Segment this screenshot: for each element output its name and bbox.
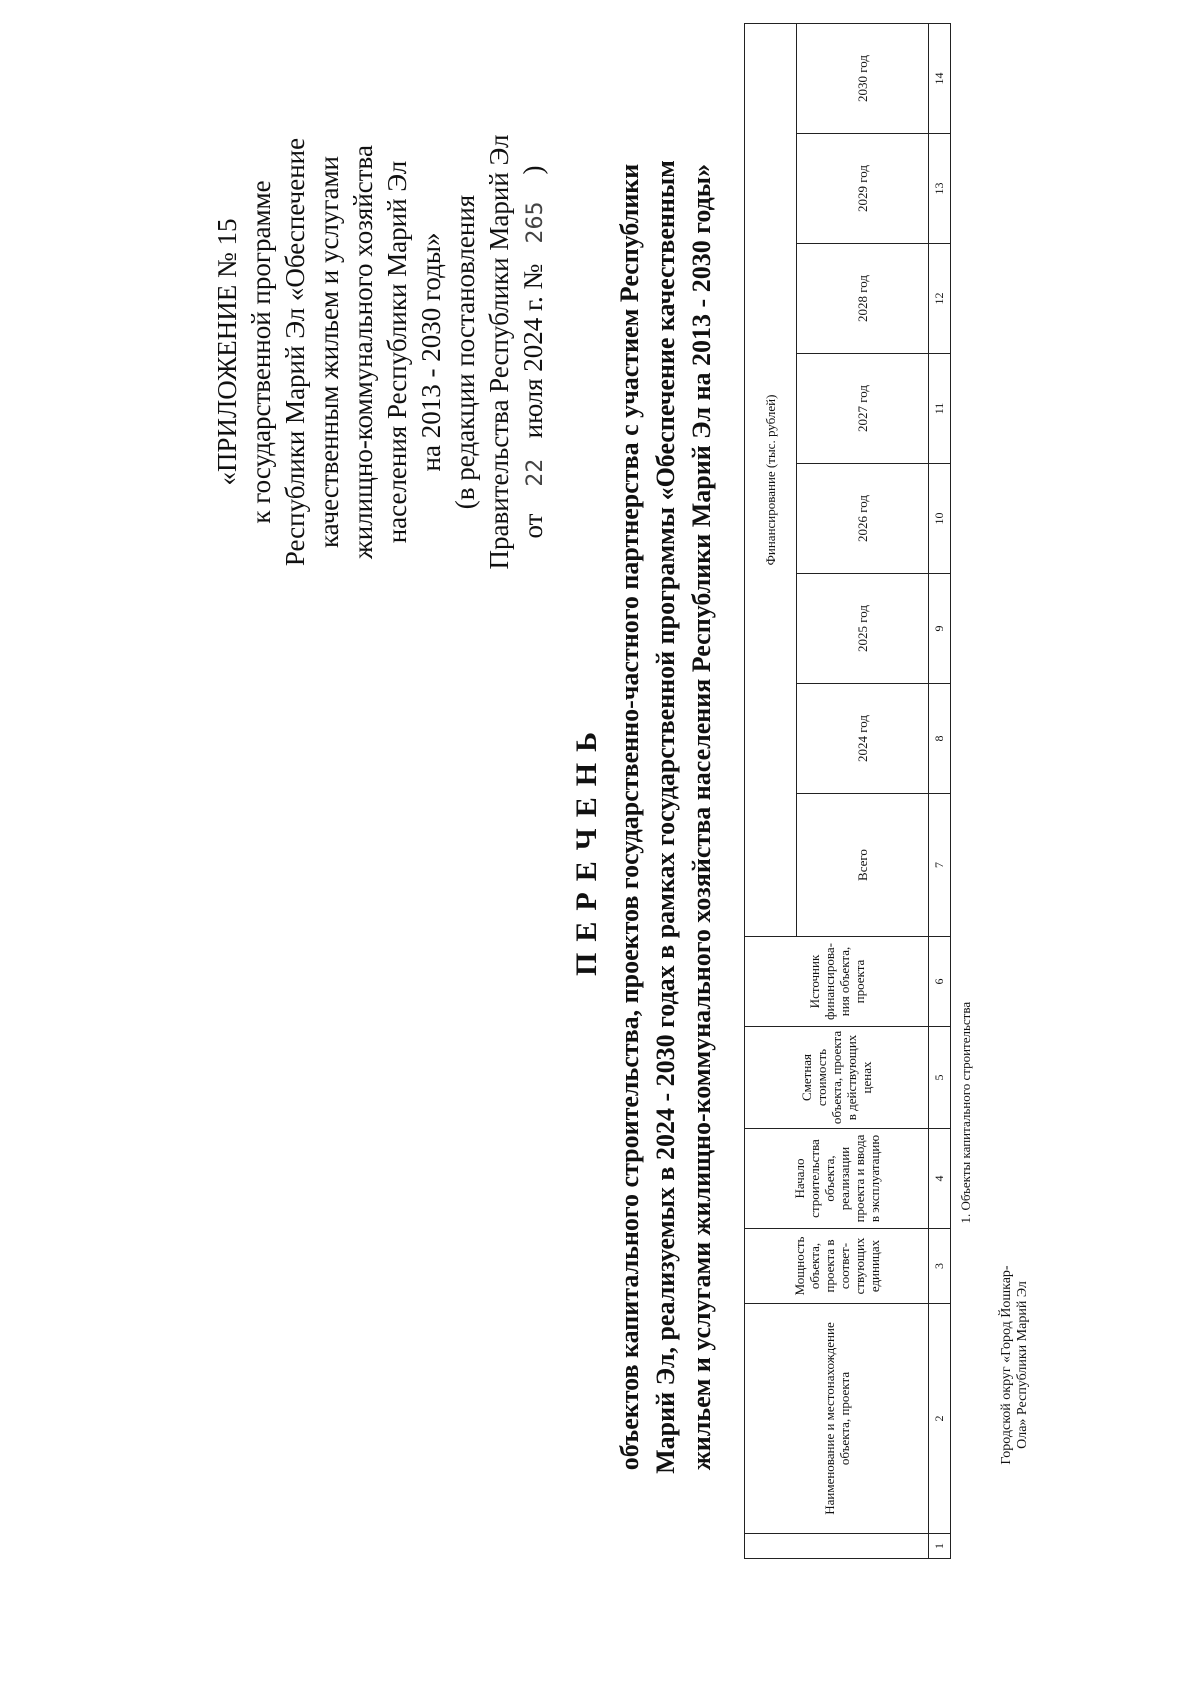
header-start: Начало строительства объекта, реализации проекта и ввода в эксплуатацию bbox=[745, 1129, 929, 1229]
resolution-date-line bbox=[516, 112, 553, 592]
date-prefix: от bbox=[518, 513, 548, 539]
document-subtitle bbox=[612, 117, 720, 1517]
header-financing: Финансирование (тыс. рублей) bbox=[745, 23, 797, 936]
appendix-line: на 2013 - 2030 годы» bbox=[416, 232, 446, 472]
header-source: Источник финансирова-ния объекта, проекта bbox=[745, 937, 929, 1027]
section-title: 1. Объекты капитального строительства bbox=[957, 1001, 973, 1224]
subtitle-line: объектов капитального строительства, проектов государственно-частного партнерства с участием Республики bbox=[615, 163, 644, 1471]
appendix-block bbox=[210, 112, 553, 592]
subtitle-line: жильем и услугами жилищно-коммунального хозяйства населения Республики Марий Эл на 2013 - 2030 годы» bbox=[687, 163, 716, 1471]
appendix-line: жилищно-коммунального хозяйства bbox=[348, 145, 378, 559]
resolution-number: 265 bbox=[523, 201, 548, 244]
column-number: 6 bbox=[929, 937, 951, 1027]
document-title: ПЕРЕЧЕНЬ bbox=[570, 721, 603, 976]
section-row bbox=[951, 23, 980, 1558]
appendix-line: населения Республики Марий Эл bbox=[382, 160, 412, 544]
date-rest: июля 2024 г. № bbox=[518, 263, 548, 439]
header-total: Всего bbox=[797, 794, 929, 937]
appendix-line: «ПРИЛОЖЕНИЕ № 15 bbox=[212, 218, 242, 486]
column-number: 3 bbox=[929, 1229, 951, 1304]
header-year: 2024 год bbox=[797, 684, 929, 794]
header-year: 2030 год bbox=[797, 23, 929, 133]
column-number: 1 bbox=[929, 1534, 951, 1559]
objects-table bbox=[744, 23, 979, 1559]
column-number: 5 bbox=[929, 1027, 951, 1129]
column-number: 13 bbox=[929, 134, 951, 244]
appendix-line: (в редакции постановления bbox=[450, 194, 480, 510]
header-year: 2027 год bbox=[797, 354, 929, 464]
header-year: 2026 год bbox=[797, 464, 929, 574]
column-number: 9 bbox=[929, 574, 951, 684]
header-capacity: Мощность объекта, проекта в соответ-ствующих единицах bbox=[745, 1229, 929, 1304]
appendix-line: Республики Марий Эл «Обеспечение bbox=[280, 137, 310, 567]
header-row-top bbox=[745, 23, 797, 1558]
column-number: 8 bbox=[929, 684, 951, 794]
municipality-label: Городской округ «Город Йошкар-Ола» Республики Марий Эл bbox=[999, 1265, 1030, 1465]
header-year: 2028 год bbox=[797, 244, 929, 354]
appendix-line: к государственной программе bbox=[246, 180, 276, 524]
header-year: 2029 год bbox=[797, 134, 929, 244]
column-number: 11 bbox=[929, 354, 951, 464]
column-number: 2 bbox=[929, 1304, 951, 1534]
column-number: 4 bbox=[929, 1129, 951, 1229]
column-number: 14 bbox=[929, 23, 951, 133]
appendix-line: Правительства Республики Марий Эл bbox=[484, 134, 514, 570]
subtitle-line: Марий Эл, реализуемых в 2024 - 2030 годах в рамках государственной программы «Обеспечение качественным bbox=[651, 160, 680, 1474]
header-year: 2025 год bbox=[797, 574, 929, 684]
column-number: 12 bbox=[929, 244, 951, 354]
header-name: Наименование и местонахождение объекта, проекта bbox=[745, 1304, 929, 1534]
date-day: 22 bbox=[523, 458, 548, 487]
column-number-row bbox=[929, 23, 951, 1558]
header-cell-index bbox=[745, 1534, 929, 1559]
closing-paren: ) bbox=[518, 165, 548, 175]
column-number: 7 bbox=[929, 794, 951, 937]
column-number: 10 bbox=[929, 464, 951, 574]
header-cost: Сметная стоимость объекта, проекта в действующих ценах bbox=[745, 1027, 929, 1129]
appendix-line: качественным жильем и услугами bbox=[314, 155, 344, 549]
